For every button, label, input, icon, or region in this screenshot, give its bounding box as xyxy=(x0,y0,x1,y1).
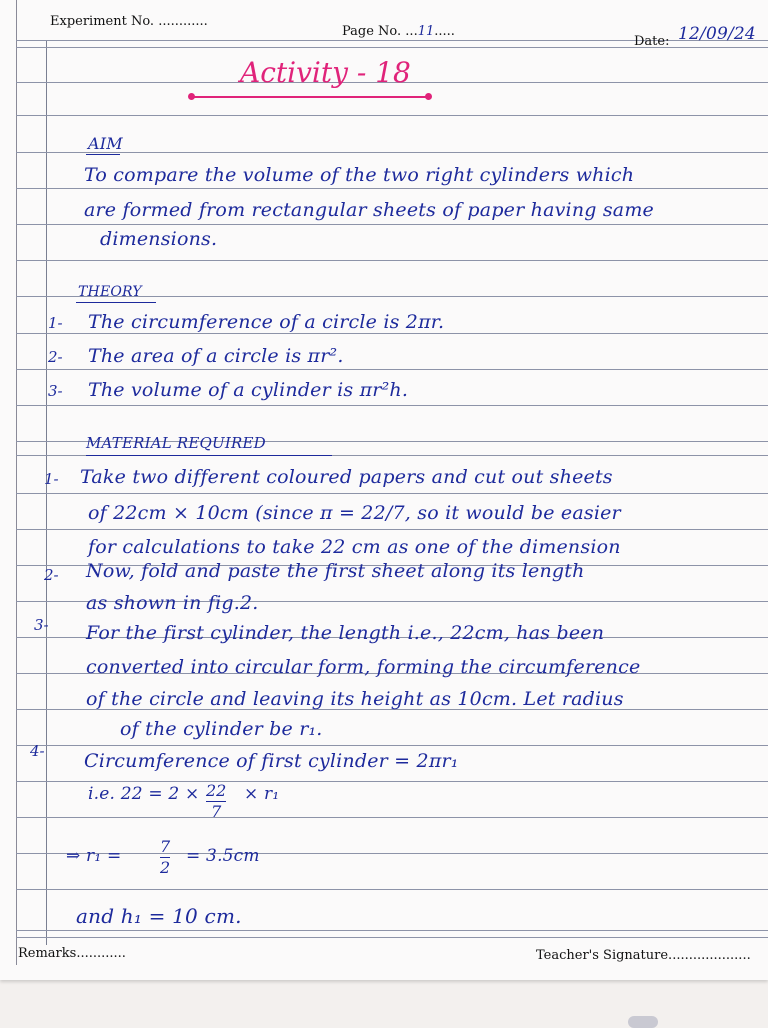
theory-heading-underline xyxy=(76,302,156,303)
theory-item-number: 3- xyxy=(48,382,63,400)
material-line: Now, fold and paste the first sheet along its length xyxy=(86,560,585,582)
material-line: of the cylinder be r₁. xyxy=(120,718,323,740)
rule-line xyxy=(16,152,768,153)
page-number-field xyxy=(342,24,455,39)
material-item-number: 2- xyxy=(44,566,59,584)
experiment-number-label: Experiment No. ............ xyxy=(50,14,208,29)
rule-line xyxy=(16,369,768,370)
calc-line-1-suffix: × r₁ xyxy=(244,784,280,804)
title-underline xyxy=(192,96,428,98)
date-value: 12/09/24 xyxy=(678,24,756,44)
fraction-numerator: 22 xyxy=(206,781,227,800)
calc-line-1-prefix: i.e. 22 = 2 × xyxy=(88,784,200,804)
rule-line xyxy=(16,333,768,334)
aim-line: To compare the volume of the two right cylinders which xyxy=(84,164,635,186)
material-line: of the circle and leaving its height as 10cm. Let radius xyxy=(86,688,624,710)
rule-line xyxy=(16,853,768,854)
material-line: For the first cylinder, the length i.e., 22cm, has been xyxy=(86,622,605,644)
material-line: for calculations to take 22 cm as one of the dimension xyxy=(88,536,621,558)
rule-line xyxy=(16,493,768,494)
page-left-border xyxy=(16,0,17,965)
fraction-denominator: 2 xyxy=(160,857,171,877)
rule-line xyxy=(16,224,768,225)
aim-line: dimensions. xyxy=(100,228,218,250)
aim-heading: AIM xyxy=(88,134,123,153)
aim-line: are formed from rectangular sheets of paper having same xyxy=(84,199,654,221)
rule-line xyxy=(16,745,768,746)
rule-line xyxy=(16,781,768,782)
rule-line xyxy=(16,930,768,931)
rule-line xyxy=(16,817,768,818)
calc-line-1 xyxy=(88,784,199,804)
corner-shadow xyxy=(628,1016,658,1028)
rule-line xyxy=(16,188,768,189)
activity-title: Activity - 18 xyxy=(240,56,411,89)
calc-fraction-2 xyxy=(160,838,170,876)
remarks-label: Remarks............ xyxy=(18,946,126,961)
calc-line-2-suffix: = 3.5cm xyxy=(186,846,260,866)
material-item-number: 4- xyxy=(30,742,45,760)
rule-line xyxy=(16,115,768,116)
theory-item-text: The area of a circle is πr². xyxy=(88,345,344,367)
aim-heading-underline xyxy=(86,154,120,155)
theory-item-text: The volume of a cylinder is πr²h. xyxy=(88,379,409,401)
rule-line xyxy=(16,405,768,406)
theory-heading: THEORY xyxy=(78,284,142,300)
material-item-number: 3- xyxy=(34,616,49,634)
calc-line-3: and h₁ = 10 cm. xyxy=(76,904,242,928)
page-number-dots: ..... xyxy=(434,24,455,39)
fraction-denominator: 7 xyxy=(211,801,222,821)
material-line: converted into circular form, forming the circumference xyxy=(86,656,641,678)
material-line: as shown in fig.2. xyxy=(86,592,259,614)
material-line: Circumference of first cylinder = 2πr₁ xyxy=(84,750,459,772)
material-heading: MATERIAL REQUIRED xyxy=(86,434,266,452)
title-dot-right xyxy=(425,93,432,100)
theory-item-text: The circumference of a circle is 2πr. xyxy=(88,311,445,333)
rule-line xyxy=(16,889,768,890)
theory-item-number: 2- xyxy=(48,348,63,366)
date-label: Date: xyxy=(634,34,670,49)
rule-line xyxy=(16,260,768,261)
calc-line-2-prefix: ⇒ r₁ = xyxy=(66,846,122,866)
material-heading-underline xyxy=(86,455,332,456)
teacher-signature-label: Teacher's Signature.................... xyxy=(536,948,751,963)
title-dot-left xyxy=(188,93,195,100)
material-line: Take two different coloured papers and cut out sheets xyxy=(80,466,613,488)
fraction-numerator: 7 xyxy=(160,837,171,856)
rule-line xyxy=(16,529,768,530)
material-line: of 22cm × 10cm (since π = 22/7, so it would be easier xyxy=(88,502,621,524)
rule-line xyxy=(16,937,768,938)
page-number-label: Page No. ... xyxy=(342,24,418,39)
calc-fraction-1 xyxy=(206,782,226,820)
material-item-number: 1- xyxy=(44,470,59,488)
theory-item-number: 1- xyxy=(48,314,63,332)
page-number-value: 11 xyxy=(417,24,435,39)
